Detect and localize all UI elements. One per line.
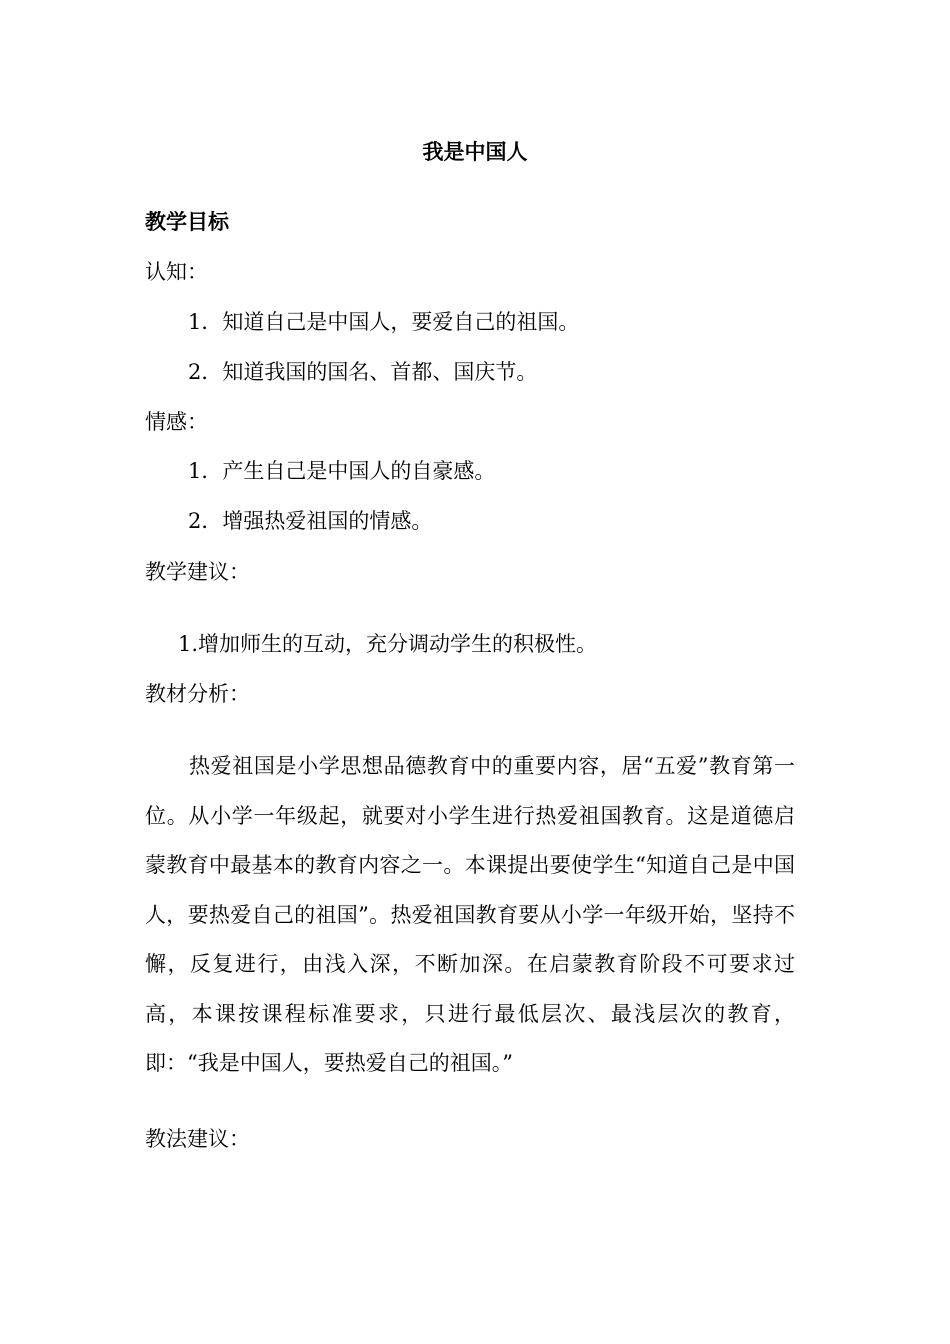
- material-analysis-paragraph: 热爱祖国是小学思想品德教育中的重要内容，居“五爱”教育第一位。从小学一年级起，就要对小学生进行热爱祖国教育。这是道德启蒙教育中最基本的教育内容之一。本课提出要使学生“知道自己是中国人，要热爱自己的祖国”。热爱祖国教育要从小学一年级开始，坚持不懈，反复进行，由浅入深，不断加深。在启蒙教育阶段不可要求过高，本课按课程标准要求，只进行最低层次、最浅层次的教育，即：“我是中国人，要热爱自己的祖国。”: [145, 754, 795, 1075]
- emotion-label: 情感：: [145, 410, 208, 434]
- method-suggestion-label: 教法建议：: [145, 1127, 250, 1151]
- teaching-suggestion-item-1: 1.增加师生的互动，充分调动学生的积极性。: [178, 632, 598, 656]
- cognition-label: 认知：: [145, 260, 208, 284]
- emotion-item-1: 1．产生自己是中国人的自豪感。: [188, 459, 496, 483]
- cognition-item-2: 2．知道我国的国名、首都、国庆节。: [188, 360, 538, 384]
- section-heading-teaching-goals: 教学目标: [145, 210, 229, 234]
- document-title: 我是中国人: [422, 140, 528, 164]
- teaching-suggestion-label: 教学建议：: [145, 560, 250, 584]
- material-analysis-label: 教材分析：: [145, 682, 250, 706]
- emotion-item-2: 2．增强热爱祖国的情感。: [188, 509, 433, 533]
- cognition-item-1: 1．知道自己是中国人，要爱自己的祖国。: [188, 310, 580, 334]
